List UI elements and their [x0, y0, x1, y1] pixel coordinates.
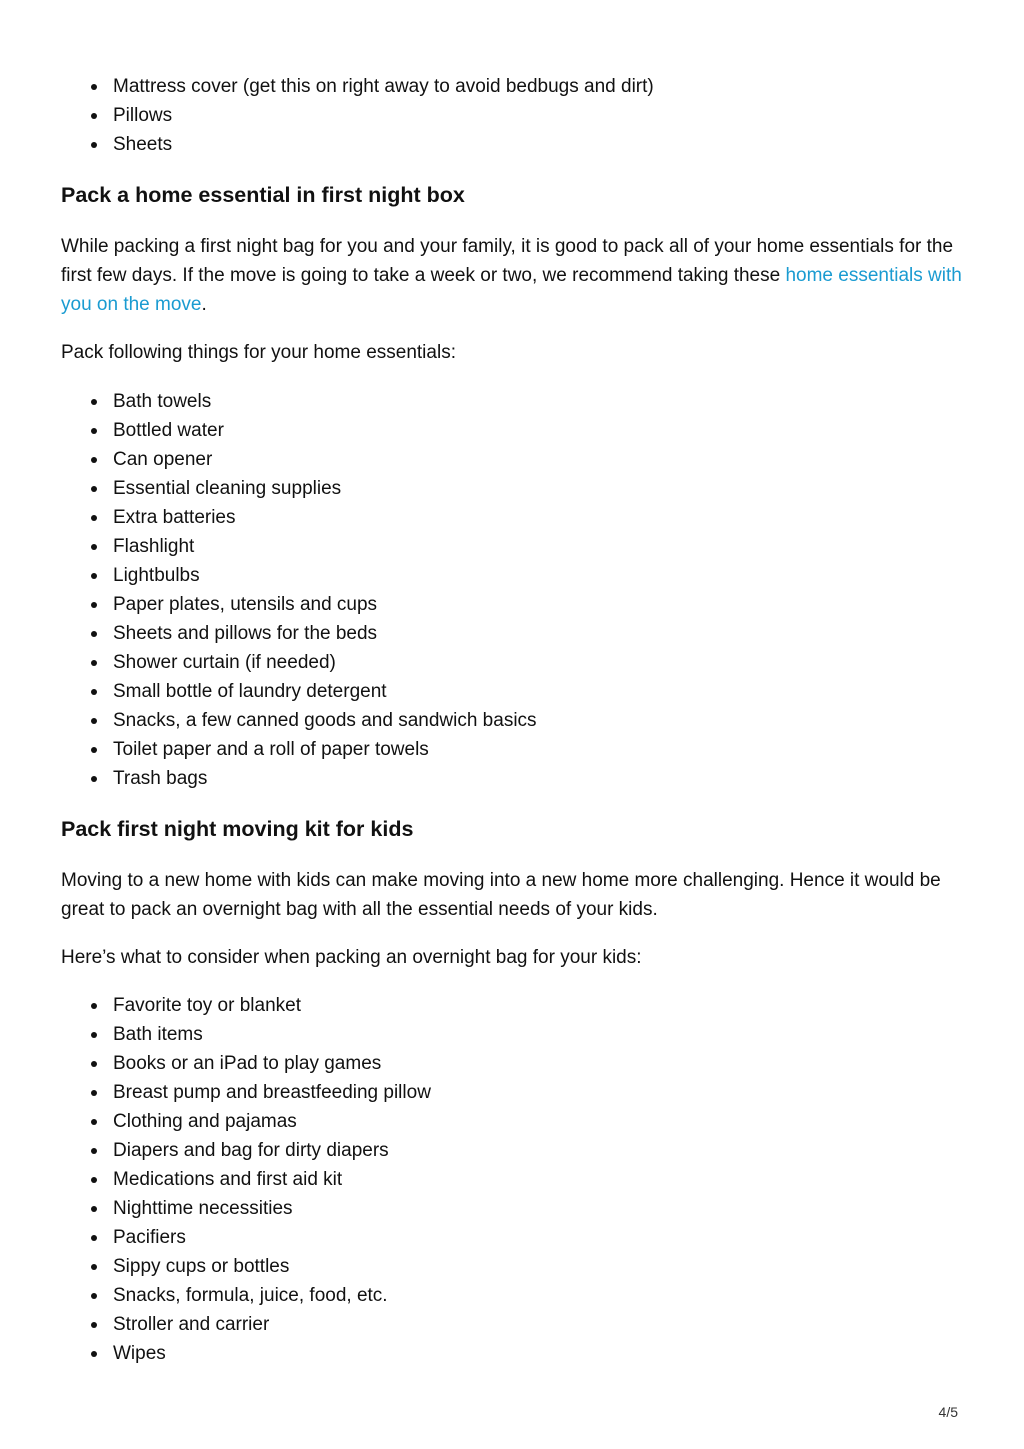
home-essentials-lead-paragraph: Pack following things for your home essentials:	[61, 342, 456, 363]
list-item: Toilet paper and a roll of paper towels	[61, 735, 537, 764]
list-item: Flashlight	[61, 532, 537, 561]
list-item: Pillows	[61, 101, 654, 130]
list-item: Books or an iPad to play games	[61, 1049, 431, 1078]
home-essentials-list	[0, 387, 537, 793]
section-heading-kids-kit: Pack first night moving kit for kids	[61, 817, 414, 841]
kids-kit-list	[0, 991, 431, 1368]
list-item: Sheets	[61, 130, 654, 159]
list-item: Diapers and bag for dirty diapers	[61, 1136, 431, 1165]
section-heading-home-essentials: Pack a home essential in first night box	[61, 183, 465, 207]
kids-kit-lead-paragraph: Here’s what to consider when packing an overnight bag for your kids:	[61, 947, 642, 968]
bedding-list	[0, 72, 654, 159]
list-item: Bottled water	[61, 416, 537, 445]
list-item: Bath items	[61, 1020, 431, 1049]
home-essentials-intro-paragraph	[61, 232, 966, 319]
list-item: Snacks, formula, juice, food, etc.	[61, 1281, 431, 1310]
list-item: Sippy cups or bottles	[61, 1252, 431, 1281]
list-item: Lightbulbs	[61, 561, 537, 590]
list-item: Paper plates, utensils and cups	[61, 590, 537, 619]
list-item: Favorite toy or blanket	[61, 991, 431, 1020]
list-item: Small bottle of laundry detergent	[61, 677, 537, 706]
home-essentials-link[interactable]: home essentials with you on the move	[61, 265, 962, 315]
list-item: Can opener	[61, 445, 537, 474]
list-item: Shower curtain (if needed)	[61, 648, 537, 677]
list-item: Clothing and pajamas	[61, 1107, 431, 1136]
intro-text-end: .	[201, 294, 207, 315]
list-item: Nighttime necessities	[61, 1194, 431, 1223]
page-number: 4/5	[938, 1404, 958, 1420]
list-item: Breast pump and breastfeeding pillow	[61, 1078, 431, 1107]
list-item: Medications and first aid kit	[61, 1165, 431, 1194]
list-item: Trash bags	[61, 764, 537, 793]
list-item: Wipes	[61, 1339, 431, 1368]
list-item: Mattress cover (get this on right away to avoid bedbugs and dirt)	[61, 72, 654, 101]
intro-text: While packing a first night bag for you and your family, it is good to pack all of your home essentials for the first few days. If the move is going to take a week or two, we recommend taking these	[61, 236, 954, 286]
list-item: Extra batteries	[61, 503, 537, 532]
list-item: Essential cleaning supplies	[61, 474, 537, 503]
list-item: Pacifiers	[61, 1223, 431, 1252]
list-item: Snacks, a few canned goods and sandwich basics	[61, 706, 537, 735]
list-item: Stroller and carrier	[61, 1310, 431, 1339]
list-item: Bath towels	[61, 387, 537, 416]
list-item: Sheets and pillows for the beds	[61, 619, 537, 648]
kids-kit-intro-paragraph: Moving to a new home with kids can make moving into a new home more challenging. Hence it would be great to pack an overnight bag with all the essential needs of your kids.	[61, 870, 941, 920]
